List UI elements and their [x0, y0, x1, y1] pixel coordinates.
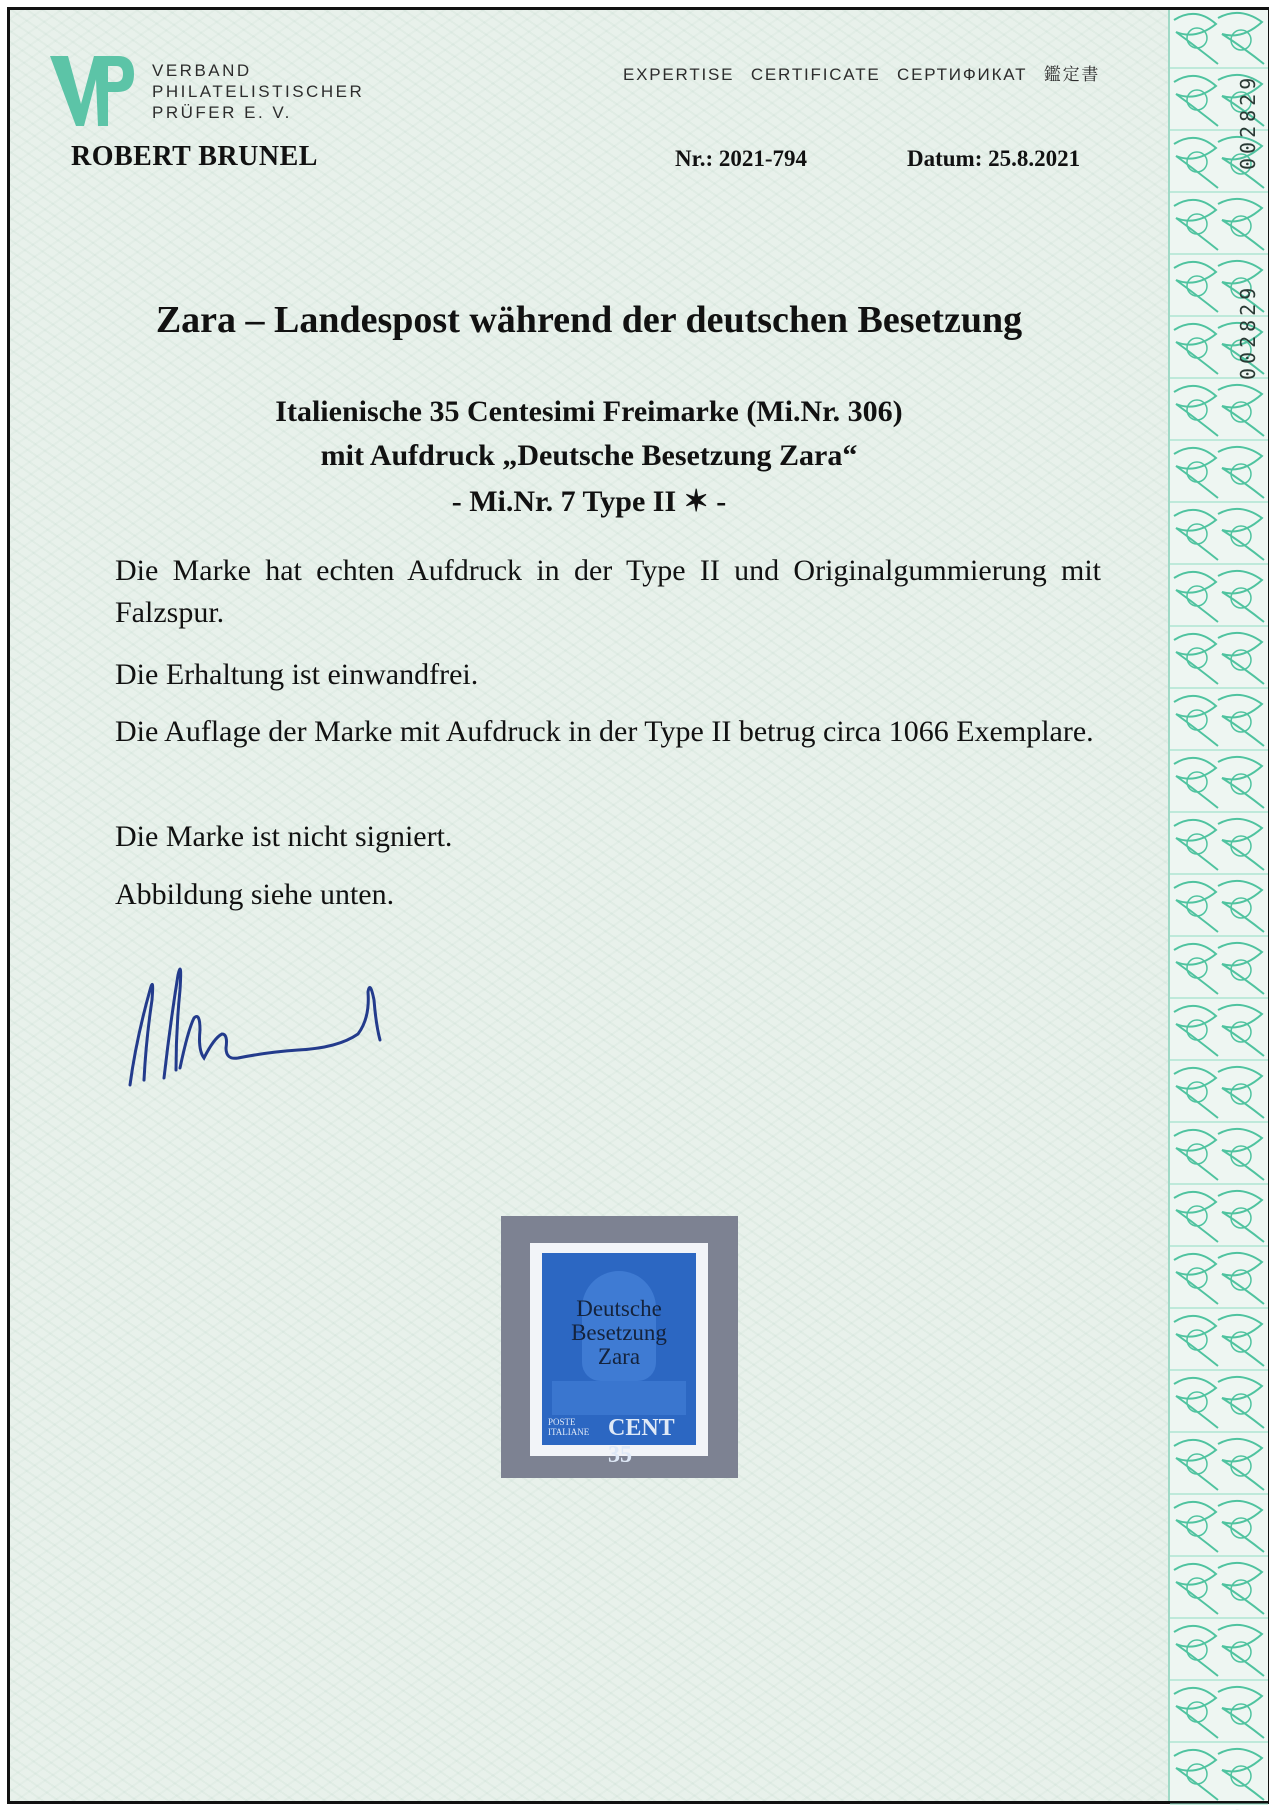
guilloche-border — [1168, 10, 1268, 1801]
stamp-base — [552, 1381, 686, 1415]
subtitle-line-3: - Mi.Nr. 7 Type II ✶ - — [451, 485, 727, 518]
subtitle-line-2: mit Aufdruck „Deutsche Besetzung Zara“ — [320, 439, 858, 472]
subtitle-line-1: Italienische 35 Centesimi Freimarke (Mi.Nr. 306) — [275, 395, 903, 428]
org-line-2: PHILATELISTISCHER — [152, 82, 365, 101]
postage-stamp — [530, 1243, 708, 1468]
stamp-value: CENT 35 — [608, 1415, 675, 1468]
certificate-type-heading: EXPERTISE CERTIFICATE СЕРТИФИКАТ 鑑定書 — [623, 65, 1101, 84]
stamp-overprint-line-3: Zara — [597, 1344, 641, 1369]
stamp-overprint-line-1: Deutsche — [576, 1296, 662, 1321]
serial-number-bottom: 002829 — [1236, 283, 1260, 380]
stamp-label — [546, 1415, 692, 1468]
vp-logo-icon — [48, 52, 134, 128]
organization-name — [152, 60, 364, 123]
certificate-paper — [10, 10, 1168, 1801]
paragraph-condition: Die Erhaltung ist einwandfrei. — [115, 658, 479, 691]
stamp-poste-text — [548, 1417, 589, 1437]
stamp-poste: POSTE — [548, 1417, 576, 1427]
paragraph-print-run: Die Auflage der Marke mit Aufdruck in der Type II betrug circa 1066 Exemplare. — [115, 715, 1094, 748]
certificate-title: Zara – Landespost während der deutschen Besetzung — [155, 299, 1023, 341]
certificate — [7, 7, 1269, 1804]
examiner-name: ROBERT BRUNEL — [71, 141, 318, 172]
stamp-italiane: ITALIANE — [548, 1427, 590, 1437]
paragraph-signed: Die Marke ist nicht signiert. — [115, 820, 453, 853]
stamp-image — [542, 1253, 696, 1468]
handwritten-signature — [118, 930, 438, 1095]
org-line-1: VERBAND — [152, 61, 252, 80]
org-line-3: PRÜFER E. V. — [152, 103, 292, 122]
stamp-overprint-line-2: Besetzung — [571, 1320, 667, 1345]
certificate-date: Datum: 25.8.2021 — [907, 146, 1081, 171]
paragraph-overprint: Die Marke hat echten Aufdruck in der Type II und Originalgummierung mit Falzspur. — [115, 554, 1101, 629]
paragraph-illustration: Abbildung siehe unten. — [115, 878, 395, 911]
certificate-number: Nr.: 2021-794 — [675, 146, 808, 171]
guilloche-pattern-icon — [1170, 10, 1268, 1810]
serial-number-top: 002829 — [1236, 73, 1260, 170]
